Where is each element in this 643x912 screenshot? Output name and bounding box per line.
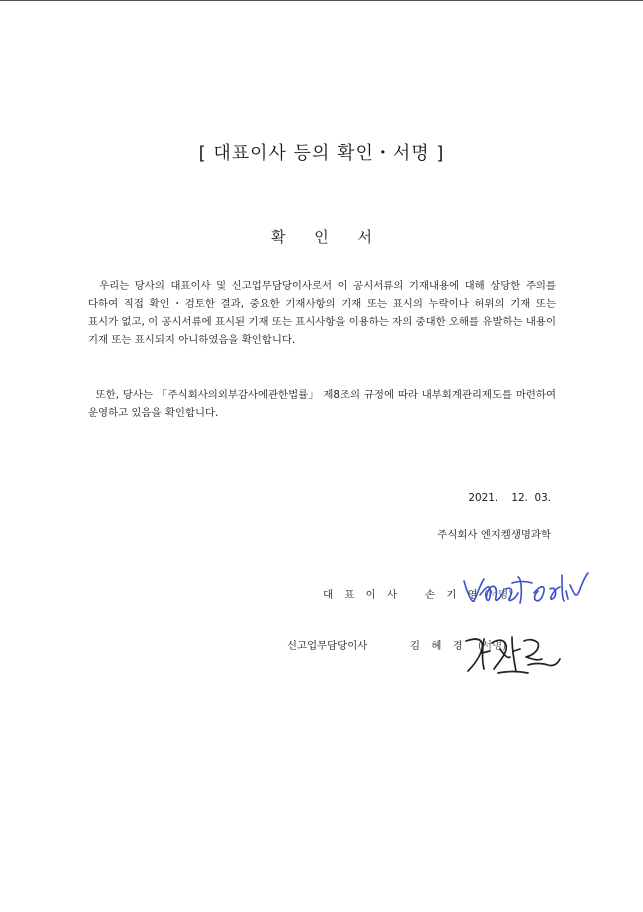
ceo-signature-mark: (서명)	[484, 589, 513, 601]
internal-control-paragraph	[88, 386, 556, 422]
disclosure-officer-name: 김 혜 경	[410, 640, 467, 652]
document-title: [ 대표이사 등의 확인・서명 ]	[198, 143, 445, 164]
ceo-signature-icon	[458, 567, 593, 617]
ceo-role: 대 표 이 사	[323, 589, 402, 601]
document-subtitle: 확 인 서	[270, 228, 384, 246]
disclosure-officer-signature-mark: (서명)	[478, 640, 507, 652]
ceo-name: 손 기 영	[425, 589, 482, 601]
paragraph2-text: 또한, 당사는 「주식회사의외부감사에관한법률」 제8조의 규정에 따라 내부회계관리제도를 마련하여 운영하고 있음을 확인합니다.	[88, 389, 556, 419]
company-name: 주식회사 엔지켐생명과학	[437, 529, 551, 541]
document-date: 2021. 12. 03.	[468, 492, 551, 504]
paragraph1-text: 우리는 당사의 대표이사 및 신고업무담당이사로서 이 공시서류의 기재내용에 대해 상당한 주의를 다하여 직접 확인・검토한 결과, 중요한 기재사항의 기재 또는 표시의 누락이나 허위의 기재 또는 표시가 없고, 이 공시서류에 표시된 기재 또는 표시사항을 이용하는 자의 중대한 오해를 유발하는 내용이 기재 또는 표시되지 아니하였음을 확인합니다.	[88, 280, 556, 346]
confirmation-paragraph	[88, 277, 556, 349]
disclosure-officer-role: 신고업무담당이사	[287, 640, 368, 652]
disclosure-officer-signature-icon	[458, 629, 568, 681]
